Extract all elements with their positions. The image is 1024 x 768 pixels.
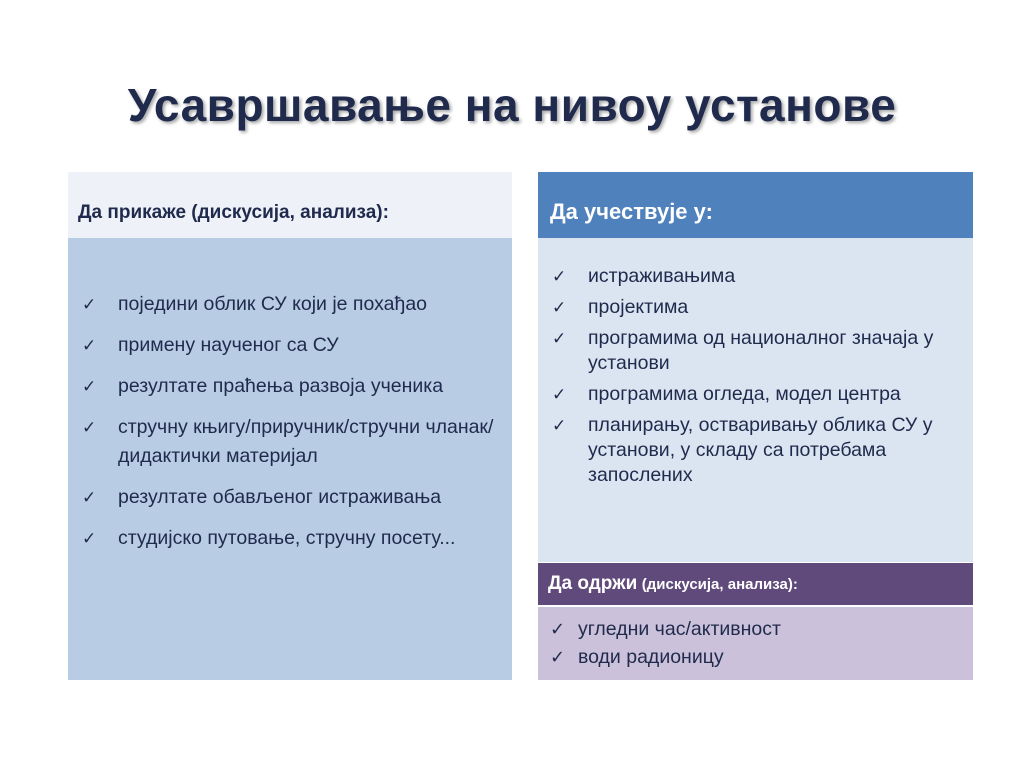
list-item-text: поједини облик СУ који је похађао: [118, 293, 428, 315]
list-item: [552, 295, 963, 320]
list-item: [550, 643, 963, 671]
list-item: [550, 615, 963, 643]
left-panel-body: [68, 238, 512, 680]
list-item: [552, 382, 963, 407]
list-item-text: води радионицу: [578, 646, 724, 668]
check-icon: ✓: [552, 385, 567, 404]
list-item: [82, 483, 500, 512]
left-list: [82, 290, 500, 553]
purple-panel-heading: [538, 563, 973, 605]
check-icon: ✓: [552, 298, 567, 317]
check-icon: ✓: [550, 619, 566, 639]
list-item: [82, 413, 500, 471]
slide-title: Усавршавање на нивоу установе: [127, 79, 897, 131]
check-icon: ✓: [82, 295, 97, 314]
list-item-text: угледни час/активност: [578, 618, 781, 640]
list-item: [82, 524, 500, 553]
list-item: [82, 290, 500, 319]
right-panel-heading: Да учествује у:: [538, 172, 973, 238]
list-item: [82, 372, 500, 401]
check-icon: ✓: [82, 488, 97, 507]
purple-heading-sub: (дискусија, анализа):: [641, 576, 798, 593]
list-item-text: стручну књигу/приручник/стручни чланак/дидактички материјал: [118, 416, 494, 467]
list-item-text: планирању, остваривању облика СУ у установи, у складу са потребама запослених: [588, 414, 933, 486]
check-icon: ✓: [552, 329, 567, 348]
check-icon: ✓: [82, 418, 97, 437]
list-item-text: пројектима: [588, 296, 689, 318]
list-item: [552, 264, 963, 289]
list-item-text: резултате обављеног истраживања: [118, 486, 442, 508]
purple-panel-body: [538, 607, 973, 680]
purple-heading-main: Да одржи: [548, 573, 638, 594]
left-panel-heading: Да прикаже (дискусија, анализа):: [68, 172, 512, 238]
list-item: [552, 413, 963, 488]
check-icon: ✓: [552, 267, 567, 286]
check-icon: ✓: [82, 336, 97, 355]
check-icon: ✓: [82, 529, 97, 548]
list-item-text: програмима огледа, модел центра: [588, 383, 901, 405]
list-item: [552, 326, 963, 376]
list-item-text: резултате праћења развоја ученика: [118, 375, 444, 397]
list-item: [82, 331, 500, 360]
right-panel-body: [538, 238, 973, 562]
list-item-text: студијско путовање, стручну посету...: [118, 527, 456, 549]
list-item-text: програмима од националног значаја у установи: [588, 327, 934, 374]
check-icon: ✓: [82, 377, 97, 396]
right-list: [552, 264, 963, 488]
check-icon: ✓: [552, 416, 567, 435]
list-item-text: истраживањима: [588, 265, 736, 287]
list-item-text: примену наученог са СУ: [118, 334, 339, 356]
purple-list: [550, 615, 963, 671]
check-icon: ✓: [550, 647, 566, 667]
